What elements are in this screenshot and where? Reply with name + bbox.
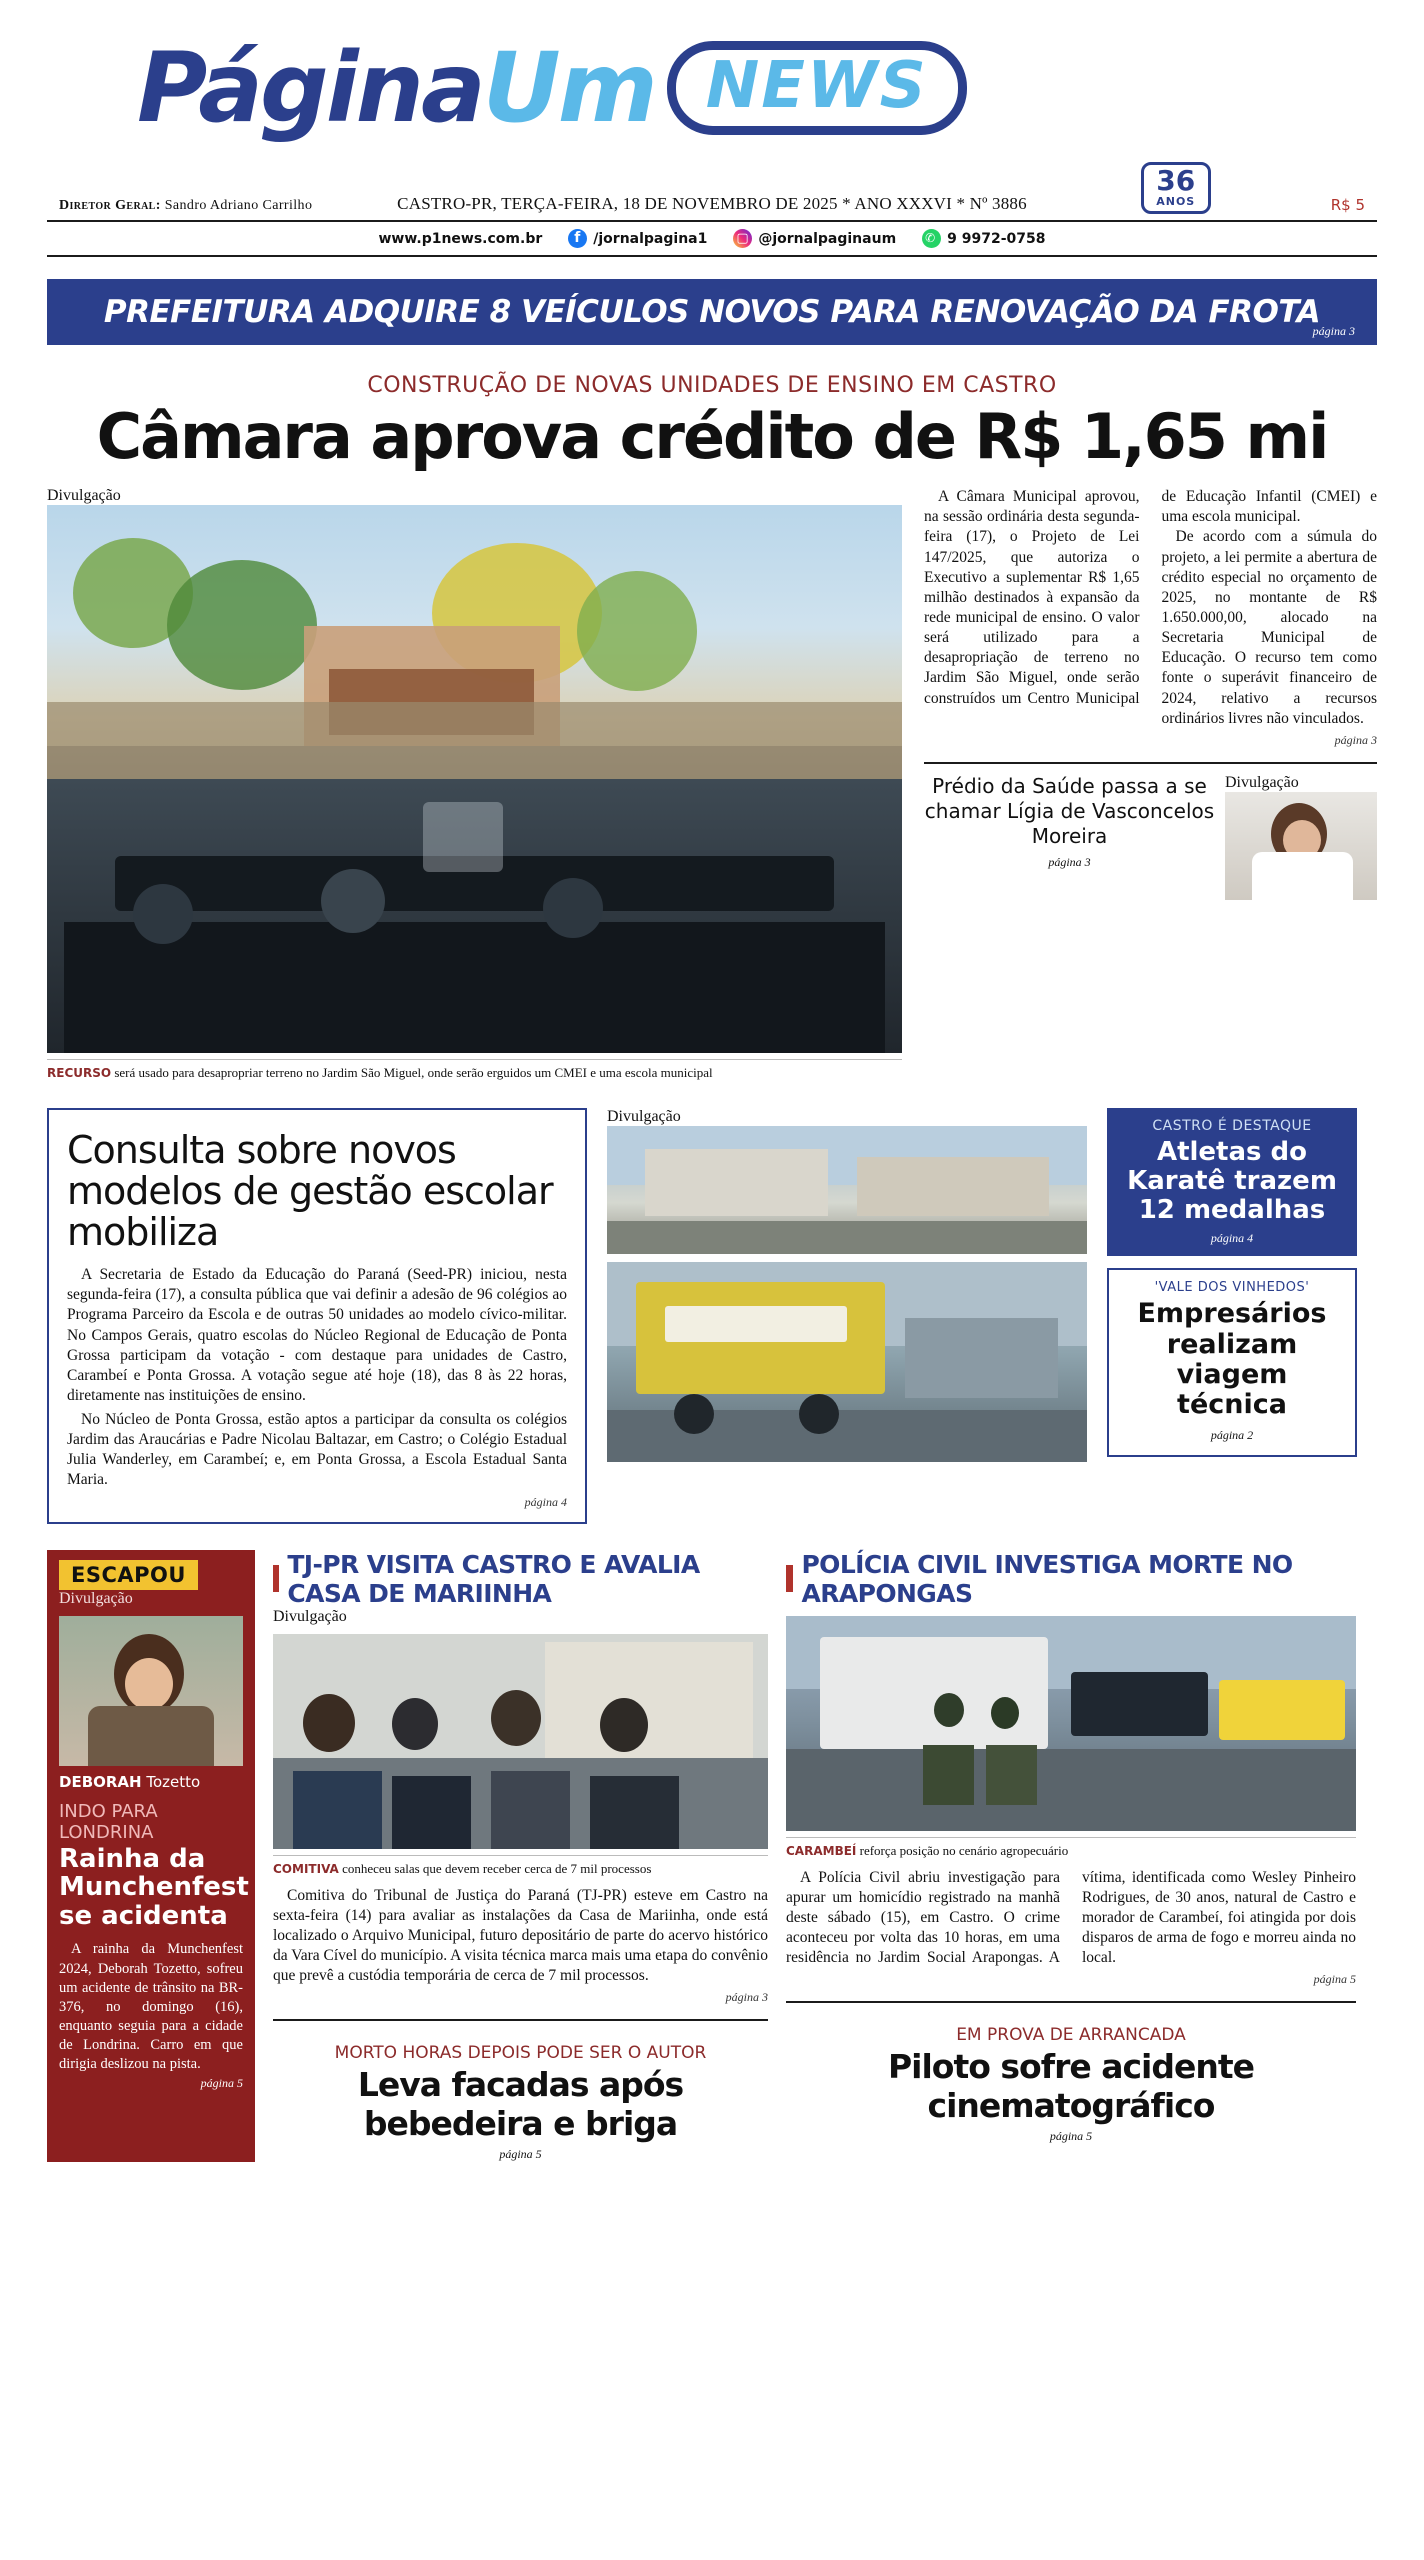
lead-right-column (924, 487, 1377, 1082)
footer-right-story[interactable] (786, 2025, 1356, 2144)
tjpr-photo-credit: Divulgação (273, 1607, 347, 1625)
anniversary-number: 36 (1156, 164, 1196, 197)
director-label: Diretor Geral: (59, 198, 161, 213)
consulta-photo-bottom (607, 1262, 1087, 1462)
masthead (47, 0, 1377, 257)
instagram-item[interactable] (733, 229, 896, 248)
footer-left-divider (273, 2019, 768, 2021)
director-name: Sandro Adriano Carrilho (164, 198, 313, 213)
escapou-name-rest: Tozetto (141, 1772, 201, 1791)
escapou-story[interactable] (47, 1550, 255, 2163)
lead-left-column (47, 487, 902, 1082)
escapou-tag: ESCAPOU (59, 1560, 198, 1590)
tjpr-story[interactable] (273, 1550, 768, 2163)
lead-headline: Câmara aprova crédito de R$ 1,65 mi (96, 400, 1328, 473)
lead-grid (47, 487, 1377, 1082)
policia-photo (786, 1616, 1356, 1831)
facebook-icon (568, 229, 587, 248)
contact-row (47, 222, 1377, 257)
escapou-name (59, 1773, 243, 1791)
lead-body (924, 487, 1377, 729)
lead-photo (47, 505, 902, 1053)
policia-page: página 5 (1313, 1972, 1356, 1987)
lead-caption-text: será usado para desapropriar terreno no Jardim São Miguel, onde serão erguidos um CMEI e uma escola municipal (111, 1065, 713, 1081)
consulta-photo-credit: Divulgação (607, 1107, 681, 1125)
logo-part-um: Um (482, 32, 655, 144)
tjpr-title: TJ-PR VISITA CASTRO E AVALIA CASA DE MARIINHA (287, 1549, 700, 1608)
top-banner-text: PREFEITURA ADQUIRE 8 VEÍCULOS NOVOS PARA RENOVAÇÃO DA FROTA (103, 294, 1321, 330)
saude-photo (1225, 792, 1377, 900)
escapou-photo (59, 1616, 243, 1766)
logo-news-text: NEWS (705, 49, 928, 123)
tjpr-caption-text: conheceu salas que devem receber cerca de 7 mil processos (338, 1860, 652, 1876)
lead-kicker: CONSTRUÇÃO DE NOVAS UNIDADES DE ENSINO EM CASTRO (367, 373, 1057, 398)
instagram-icon (733, 229, 752, 248)
tjpr-body (273, 1886, 768, 1987)
consulta-paragraph-2: No Núcleo de Ponta Grossa, estão aptos a participar da consulta os colégios Jardim das Araucárias e Padre Nicolau Baltazar, em Castro; o Colégio Estadual Julia Wanderley, em Carambeí; e, em Ponta Grossa, a Escola Estadual Santa Maria. (67, 1411, 567, 1489)
policia-body (786, 1868, 1356, 1969)
saude-photo-credit: Divulgação (1225, 773, 1299, 791)
lead-photo-credit: Divulgação (47, 487, 121, 505)
section-bar-icon-2 (786, 1565, 793, 1592)
policia-story[interactable] (786, 1550, 1356, 2163)
consulta-photos (607, 1108, 1087, 1524)
dateline: CASTRO-PR, TERÇA-FEIRA, 18 DE NOVEMBRO DE 2025 * ANO XXXVI * Nº 3886 (397, 194, 1027, 213)
lead-paragraph-2: De acordo com a súmula do projeto, a lei permite a abertura de crédito especial no orçamento de 2025, no montante de R$ 1.650.000,00, alocado na Secretaria Municipal de Educação. O recurso tem como fonte o superávit financeiro de 2024, relativo a recursos ordinários livres não vinculados. (1161, 528, 1377, 727)
price: R$ 5 (1330, 196, 1365, 214)
footer-left-kicker: MORTO HORAS DEPOIS PODE SER O AUTOR (334, 2043, 707, 2064)
policia-paragraph: A Polícia Civil abriu investigação para apurar um homicídio registrado na manhã deste sábado (15), em Castro. O crime aconteceu por volta das 10 horas, em uma residência no Jardim Social Arapongas. A vítima, identificada como Wesley Pinheiro Rodrigues, de 30 anos, natural de Castro e morador de Carambeí, foi atingida por dois disparos de arma de fogo e morreu ainda no local. (786, 1868, 1356, 1967)
bottom-section (47, 1550, 1377, 2163)
saude-title: Prédio da Saúde passa a se chamar Lígia de Vasconcelos Moreira (924, 773, 1215, 848)
vinhedos-kicker: 'VALE DOS VINHEDOS' (1154, 1280, 1310, 1296)
lead-caption (47, 1059, 902, 1082)
consulta-title: Consulta sobre novos modelos de gestão escolar mobiliza (67, 1127, 553, 1255)
escapou-title: Rainha da Munchenfest se acidenta (59, 1843, 249, 1931)
footer-right-title: Piloto sofre acidente cinematográfico (887, 2047, 1255, 2126)
facebook-item[interactable] (568, 229, 707, 248)
sidebar-boxes (1107, 1108, 1357, 1524)
logo-news-pill (667, 41, 967, 135)
karate-page: página 4 (1210, 1231, 1254, 1246)
consulta-body (67, 1265, 567, 1491)
tjpr-photo (273, 1634, 768, 1849)
policia-caption-lead: CARAMBEÍ (786, 1843, 857, 1858)
tjpr-caption (273, 1855, 768, 1878)
tjpr-caption-lead: COMITIVA (273, 1861, 339, 1876)
vinhedos-title: Empresários realizam viagem técnica (1137, 1298, 1327, 1421)
vinhedos-story[interactable] (1107, 1268, 1357, 1457)
footer-right-divider (786, 2001, 1356, 2003)
policia-caption (786, 1837, 1356, 1860)
footer-left-page: página 5 (499, 2147, 542, 2162)
lead-page-ref: página 3 (1334, 732, 1377, 747)
footer-left-title: Leva facadas após bebedeira e briga (357, 2065, 684, 2144)
escapou-body (59, 1940, 243, 2074)
whatsapp-number: 9 9972-0758 (947, 230, 1046, 247)
logo-part-pagina: Página (137, 32, 483, 144)
policia-title: POLÍCIA CIVIL INVESTIGA MORTE NO ARAPONGAS (801, 1549, 1293, 1608)
top-banner-page: página 3 (1312, 324, 1355, 338)
consulta-page: página 4 (524, 1494, 567, 1509)
whatsapp-item[interactable] (922, 229, 1045, 248)
middle-section (47, 1108, 1377, 1524)
lead-caption-lead: RECURSO (47, 1066, 112, 1081)
escapou-name-bold: DEBORAH (59, 1772, 142, 1791)
masthead-info-row (47, 162, 1377, 222)
consulta-photo-top (607, 1126, 1087, 1254)
anniversary-label: ANOS (1156, 195, 1196, 208)
facebook-handle: /jornalpagina1 (593, 230, 708, 247)
escapou-page: página 5 (200, 2076, 243, 2091)
consulta-story[interactable] (47, 1108, 587, 1524)
tjpr-paragraph: Comitiva do Tribunal de Justiça do Paraná (TJ-PR) esteve em Castro na sexta-feira (14) para avaliar as instalações da Casa de Mariinha, onde está localizado o Arquivo Municipal, futuro depositário de parte do acervo histórico da Vara Cível do município. A visita técnica marca mais uma etapa do convênio que prevê a custódia temporária de cerca de 7 mil processos. (273, 1886, 768, 1985)
footer-left-story[interactable] (273, 2043, 768, 2162)
escapou-paragraph: A rainha da Munchenfest 2024, Deborah Tozetto, sofreu um acidente de trânsito na BR-376, no domingo (16), enquanto seguia para a cidade de Londrina. Carro em que dirigia deslizou na pista. (59, 1941, 243, 2073)
consulta-paragraph-1: A Secretaria de Estado da Educação do Paraná (Seed-PR) iniciou, nesta segunda-feira (17), a consulta pública que vai definir a adesão de 96 colégios ao Programa Parceiro da Escola e de outras 50 unidades ao modelo cívico-militar. No Campos Gerais, quatro escolas do Núcleo Regional de Educação de Ponta Grossa participam da votação - com destaque para unidades de Castro, Carambeí e Ponta Grossa. A votação segue até hoje (18), das 8 às 22 horas, diretamente nas instituições de ensino. (67, 1266, 567, 1404)
footer-right-kicker: EM PROVA DE ARRANCADA (956, 2025, 1186, 2046)
tjpr-page: página 3 (725, 1990, 768, 2005)
escapou-kicker: INDO PARA LONDRINA (59, 1800, 158, 1843)
lead-paragraph-1: A Câmara Municipal aprovou, na sessão ordinária desta segunda-feira (17), o Projeto de Lei 147/2025, que autoriza o Executivo a suplementar R$ 1,65 milhão destinados à expansão da rede municipal de ensino. O valor será utilizado para a desapropriação de terreno no Jardim São Miguel, onde serão construídos um Centro Municipal de Educação Infantil (CMEI) e uma escola municipal. (924, 488, 1377, 707)
logo (47, 32, 1377, 144)
anniversary-badge (1141, 162, 1211, 214)
saude-story[interactable] (924, 762, 1377, 900)
footer-right-page: página 5 (1049, 2129, 1093, 2144)
instagram-handle: @jornalpaginaum (758, 230, 897, 247)
whatsapp-icon (922, 229, 941, 248)
website-link[interactable]: www.p1news.com.br (378, 230, 543, 247)
escapou-photo-credit: Divulgação (59, 1589, 133, 1607)
section-bar-icon (273, 1565, 279, 1592)
vinhedos-page: página 2 (1210, 1428, 1254, 1443)
policia-caption-text: reforça posição no cenário agropecuário (856, 1842, 1069, 1858)
karate-kicker: CASTRO É DESTAQUE (1152, 1117, 1312, 1134)
top-banner[interactable] (47, 279, 1377, 345)
saude-page: página 3 (1048, 854, 1091, 869)
karate-story[interactable] (1107, 1108, 1357, 1256)
karate-title: Atletas do Karatê trazem 12 medalhas (1127, 1136, 1337, 1226)
director-credit (59, 198, 312, 214)
